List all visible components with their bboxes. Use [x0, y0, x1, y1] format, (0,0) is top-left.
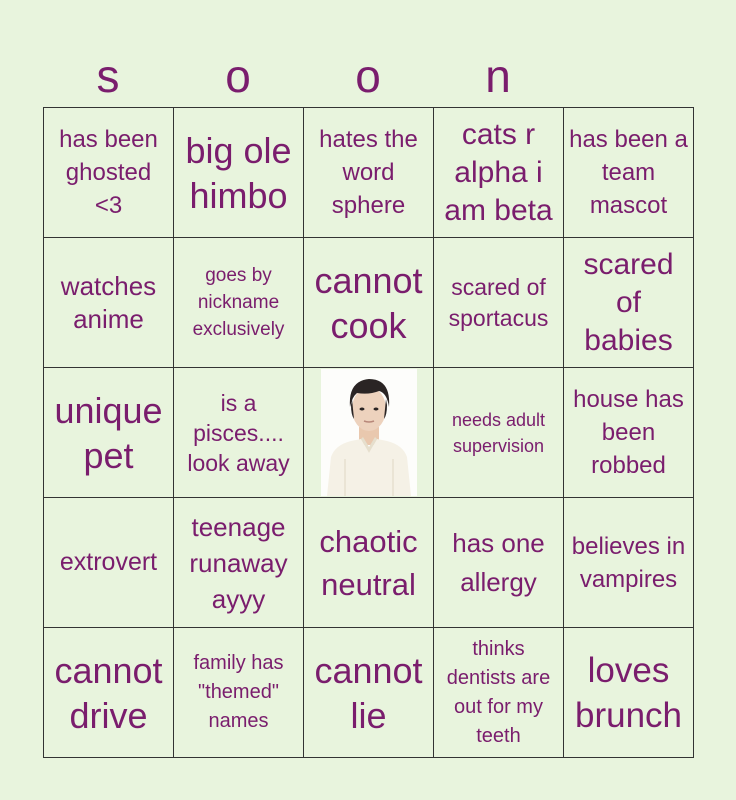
bingo-cell[interactable] — [434, 628, 564, 758]
bingo-cell[interactable] — [434, 238, 564, 368]
bingo-board — [43, 107, 694, 758]
bingo-cell[interactable] — [44, 628, 174, 758]
cell-text: chaotic neutral — [319, 523, 418, 602]
cell-text: cannot lie — [314, 649, 423, 736]
person-portrait-icon — [321, 369, 417, 496]
cell-text: cannot cook — [314, 259, 423, 346]
cell-text: thinks dentists are out for my teeth — [446, 637, 551, 747]
bingo-cell[interactable] — [304, 108, 434, 238]
bingo-cell[interactable] — [434, 368, 564, 498]
bingo-cell[interactable] — [44, 498, 174, 628]
header-letter-4: n — [485, 50, 511, 102]
bingo-cell[interactable] — [174, 628, 304, 758]
bingo-cell[interactable] — [564, 628, 694, 758]
cell-text: scared of babies — [583, 247, 674, 357]
bingo-cell[interactable] — [564, 368, 694, 498]
bingo-cell[interactable] — [304, 628, 434, 758]
cell-text: scared of sportacus — [448, 273, 549, 331]
cell-text: teenage runaway ayyy — [189, 511, 288, 614]
header-letter-3: o — [355, 50, 381, 102]
header-letter-1: s — [96, 50, 120, 102]
cell-text: cats r alpha i am beta — [444, 117, 553, 227]
cell-text: goes by nickname exclusively — [192, 265, 285, 340]
cell-text: extrovert — [59, 548, 158, 576]
cell-text: watches anime — [60, 270, 157, 334]
bingo-cell[interactable] — [434, 498, 564, 628]
cell-text: is a pisces.... look away — [187, 389, 290, 476]
cell-text: loves brunch — [574, 650, 683, 735]
cell-text: hates the word sphere — [319, 126, 418, 219]
cell-text: has one allergy — [452, 527, 545, 597]
bingo-cell[interactable] — [174, 368, 304, 498]
bingo-cell[interactable] — [564, 498, 694, 628]
cell-text: big ole himbo — [185, 129, 292, 216]
bingo-header — [43, 48, 693, 104]
bingo-cell[interactable] — [174, 238, 304, 368]
bingo-cell[interactable] — [304, 498, 434, 628]
bingo-cell[interactable] — [434, 108, 564, 238]
cell-text: unique pet — [54, 389, 163, 476]
cell-text: house has been robbed — [573, 386, 684, 479]
bingo-cell[interactable] — [174, 498, 304, 628]
cell-text: needs adult supervision — [451, 409, 546, 456]
header-letter-5 — [563, 48, 693, 104]
free-space-photo — [321, 369, 417, 496]
bingo-cell[interactable] — [564, 108, 694, 238]
header-letter-2: o — [225, 50, 251, 102]
bingo-cell[interactable] — [564, 238, 694, 368]
bingo-cell[interactable] — [304, 238, 434, 368]
cell-text: has been a team mascot — [569, 126, 688, 219]
cell-text: family has "themed" names — [193, 652, 284, 732]
free-space[interactable] — [304, 368, 434, 498]
cell-text: has been ghosted <3 — [59, 126, 158, 219]
cell-text: cannot drive — [54, 649, 163, 736]
cell-text: believes in vampires — [571, 532, 686, 593]
bingo-cell[interactable] — [44, 238, 174, 368]
bingo-cell[interactable] — [44, 108, 174, 238]
bingo-cell[interactable] — [174, 108, 304, 238]
bingo-cell[interactable] — [44, 368, 174, 498]
